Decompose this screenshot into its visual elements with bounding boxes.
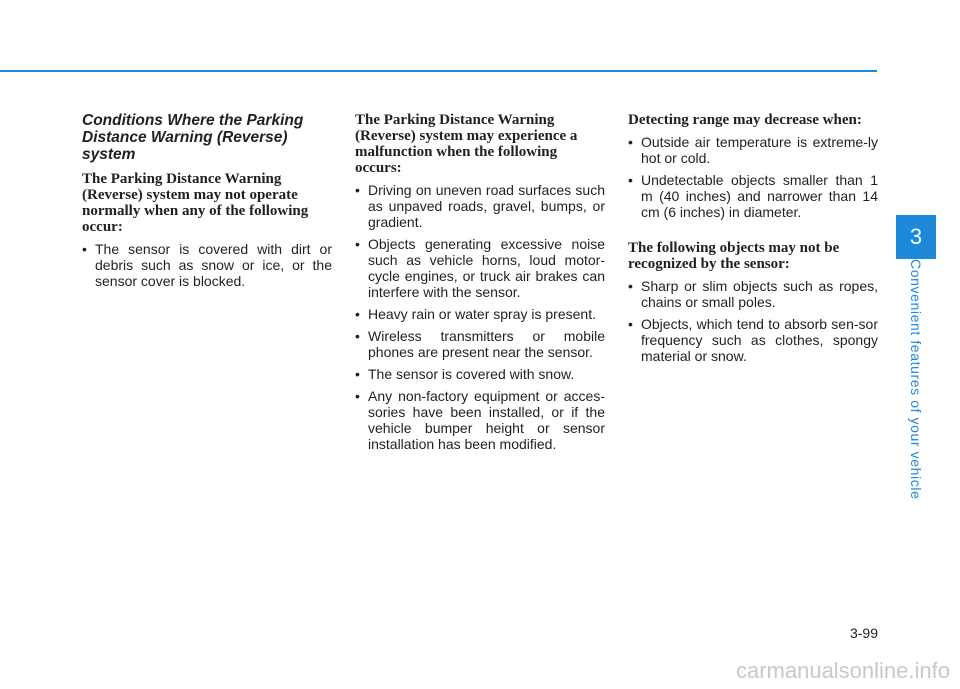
subhead-detecting-range: Detecting range may decrease when: [628, 112, 862, 128]
watermark: carmanualsonline.info [735, 658, 950, 683]
column-3 [628, 112, 878, 370]
list-item: • Wireless transmitters or mobile phones are present near the sensor. [355, 328, 605, 360]
column-2 [355, 112, 605, 458]
chapter-title-text: Convenient features of your vehicle [908, 258, 924, 500]
list-item: • Objects generating excessive noise such as vehicle horns, loud motor-cycle engines, or truck air brakes can interfere with the sensor. [355, 236, 605, 300]
bullet-list [82, 241, 332, 289]
subhead-malfunction: The Parking Distance Warning (Reverse) system may experience a malfunction when the following occurs: [355, 112, 578, 176]
chapter-tab: 3 [896, 215, 936, 259]
list-item: • The sensor is covered with dirt or debris such as snow or ice, or the sensor cover is blocked. [82, 241, 332, 289]
header-rule [0, 70, 877, 72]
list-item: • Undetectable objects smaller than 1 m (40 inches) and narrower than 14 cm (6 inches) in diameter. [628, 172, 878, 220]
bullet-list [628, 134, 878, 220]
bullet-list [355, 182, 605, 452]
page-number: 3-99 [849, 625, 878, 641]
list-item: • Any non-factory equipment or acces-sories have been installed, or if the vehicle bumper height or sensor installation has been modified. [355, 388, 605, 452]
list-item: • Driving on uneven road surfaces such as unpaved roads, gravel, bumps, or gradient. [355, 182, 605, 230]
list-item: • Heavy rain or water spray is present. [355, 306, 605, 322]
bullet-list [628, 278, 878, 364]
column-1 [82, 112, 332, 295]
chapter-title [896, 258, 936, 500]
list-item: • Sharp or slim objects such as ropes, chains or small poles. [628, 278, 878, 310]
list-item: • Objects, which tend to absorb sen-sor frequency such as clothes, spongy material or snow. [628, 316, 878, 364]
list-item: • The sensor is covered with snow. [355, 366, 605, 382]
subhead-not-recognized: The following objects may not be recognized by the sensor: [628, 240, 840, 272]
subhead-may-not-operate: The Parking Distance Warning (Reverse) system may not operate normally when any of the following occur: [82, 171, 309, 235]
section-title: Conditions Where the Parking Distance Warning (Reverse) system [82, 112, 304, 163]
list-item: • Outside air temperature is extreme-ly hot or cold. [628, 134, 878, 166]
